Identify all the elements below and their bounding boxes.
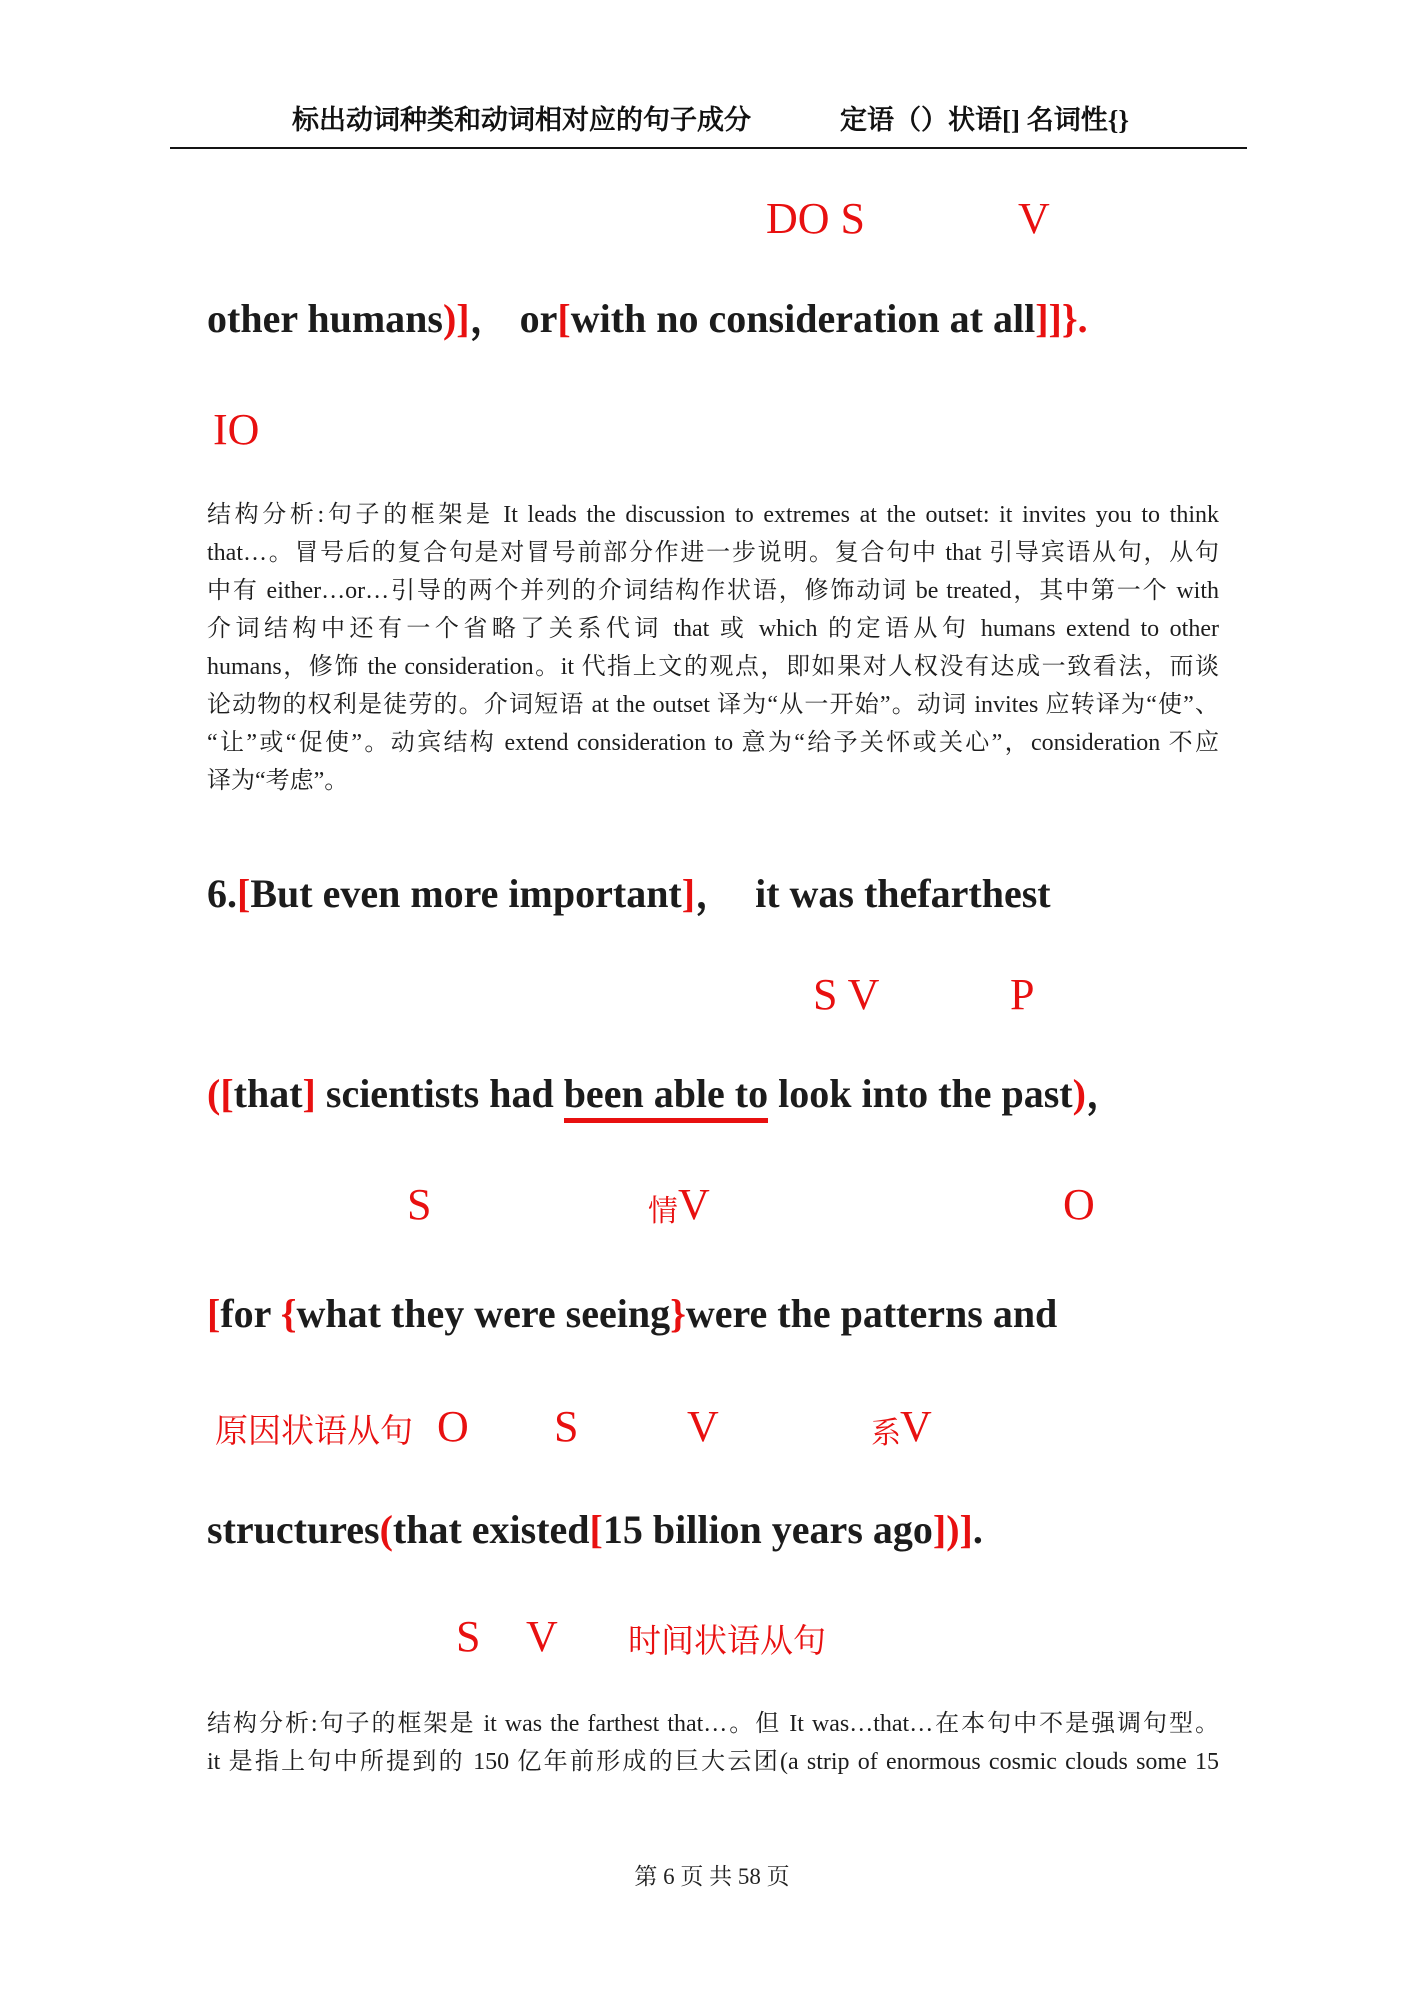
annotation-token: DO S bbox=[766, 194, 866, 243]
text-segment: ])] bbox=[932, 1507, 973, 1552]
text-segment: ， bbox=[469, 296, 520, 341]
annotation-row-cause-clause bbox=[0, 1393, 1414, 1449]
annotation-row-s-v-p bbox=[0, 961, 1414, 1017]
text-segment: [ bbox=[557, 296, 571, 341]
text-segment: with no consideration at all bbox=[570, 296, 1036, 341]
text-segment: that existed bbox=[392, 1507, 590, 1552]
annotation-token: V bbox=[687, 1402, 719, 1451]
sentence5-fragment bbox=[207, 295, 1088, 343]
text-segment: ]]} bbox=[1035, 296, 1078, 341]
text-segment: ( bbox=[207, 1071, 221, 1116]
text-segment: )] bbox=[442, 296, 470, 341]
paragraph-line: humans，修饰 the consideration。it 代指上文的观点，即如果对人权没有达成一致看法，而谈 bbox=[207, 654, 1219, 680]
annotation-row-time-clause bbox=[0, 1603, 1414, 1659]
paragraph-line: 论动物的权利是徒劳的。介词短语 at the outset 译为“从一开始”。动词 invites 应转译为“使”、 bbox=[207, 692, 1219, 718]
annotation-token: O bbox=[437, 1402, 469, 1451]
sentence6-line2 bbox=[207, 1070, 1126, 1118]
annotation-token: S V bbox=[813, 970, 880, 1019]
paragraph-line: “让”或“促使”。动宾结构 extend consideration to 意为“给予关怀或关心”，consideration 不应 bbox=[207, 730, 1219, 756]
annotation-token: V bbox=[1018, 194, 1050, 243]
text-segment: 15 billion years ago bbox=[602, 1507, 933, 1552]
text-segment: ( bbox=[379, 1507, 393, 1552]
annotation-token: 原因状语从句 bbox=[215, 1414, 413, 1450]
annotation-token: 系 bbox=[871, 1417, 901, 1450]
text-segment: ， it was thefarthest bbox=[695, 871, 1051, 916]
annotation-token: IO bbox=[213, 405, 260, 454]
paragraph-line: 中有 either…or…引导的两个并列的介词结构作状语，修饰动词 be treated，其中第一个 with bbox=[207, 578, 1219, 604]
annotation-token: V bbox=[678, 1180, 710, 1229]
annotation-token: S bbox=[407, 1180, 432, 1229]
text-segment: for bbox=[220, 1291, 281, 1336]
text-segment: that bbox=[233, 1071, 303, 1116]
paragraph-line: that…。冒号后的复合句是对冒号前部分作进一步说明。复合句中 that 引导宾语从句，从句 bbox=[207, 540, 1219, 566]
annotation-row-io bbox=[0, 396, 1414, 452]
text-segment: ] bbox=[681, 871, 696, 916]
text-segment: were the patterns and bbox=[685, 1291, 1058, 1336]
text-segment: 6. bbox=[207, 871, 237, 916]
text-segment: ) bbox=[1072, 1071, 1086, 1116]
text-segment: scientists had bbox=[315, 1071, 564, 1116]
annotation-token: P bbox=[1010, 970, 1035, 1019]
text-segment: [ bbox=[589, 1507, 603, 1552]
annotation-token: V bbox=[526, 1612, 558, 1661]
paragraph-line: it 是指上句中所提到的 150 亿年前形成的巨大云团(a strip of enormous cosmic clouds some 15 bbox=[207, 1749, 1219, 1775]
text-segment: [ bbox=[220, 1071, 234, 1116]
header-rule bbox=[170, 147, 1247, 149]
paragraph-line: 结构分析:句子的框架是 it was the farthest that…。但 It was…that…在本句中不是强调句型。 bbox=[207, 1711, 1219, 1737]
text-segment: [ bbox=[207, 1291, 221, 1336]
annotation-token: V bbox=[900, 1402, 932, 1451]
paragraph-line: 介词结构中还有一个省略了关系代词 that 或 which 的定语从句 humans extend to other bbox=[207, 616, 1219, 642]
annotation-token: S bbox=[456, 1612, 481, 1661]
header-annotation-legend: 定语（）状语[] 名词性{} bbox=[840, 105, 1130, 135]
annotation-token: S bbox=[554, 1402, 579, 1451]
text-segment: been able to bbox=[564, 1071, 768, 1123]
sentence5-structure-analysis bbox=[207, 496, 1219, 800]
text-segment: or bbox=[519, 296, 558, 341]
text-segment: But even more important bbox=[250, 871, 682, 916]
annotation-token: O bbox=[1063, 1180, 1095, 1229]
sentence6-line4 bbox=[207, 1506, 983, 1554]
sentence6-heading bbox=[207, 870, 1051, 918]
paragraph-line: 结构分析:句子的框架是 It leads the discussion to extremes at the outset: it invites you to think bbox=[207, 502, 1219, 528]
text-segment: [ bbox=[237, 871, 251, 916]
text-segment: } bbox=[670, 1291, 686, 1336]
text-segment: other humans bbox=[207, 296, 443, 341]
annotation-row-s-qingv-o bbox=[0, 1171, 1414, 1227]
annotation-token: 情 bbox=[648, 1195, 678, 1228]
text-segment: ] bbox=[302, 1071, 316, 1116]
sentence6-structure-analysis bbox=[207, 1705, 1219, 1781]
header-title: 标出动词种类和动词相对应的句子成分 bbox=[292, 105, 751, 135]
sentence6-line3 bbox=[207, 1290, 1057, 1338]
text-segment: { bbox=[280, 1291, 297, 1336]
text-segment: what they were seeing bbox=[296, 1291, 671, 1336]
text-segment: structures bbox=[207, 1507, 380, 1552]
paragraph-line: 译为“考虑”。 bbox=[207, 768, 349, 794]
annotation-row-do-s-v bbox=[0, 185, 1414, 241]
text-segment: ， bbox=[1085, 1071, 1126, 1116]
text-segment: . bbox=[1077, 296, 1088, 341]
annotation-token: 时间状语从句 bbox=[628, 1624, 826, 1660]
text-segment: look into the past bbox=[768, 1071, 1073, 1116]
page-footer: 第 6 页 共 58 页 bbox=[634, 1864, 790, 1889]
text-segment: . bbox=[972, 1507, 983, 1552]
